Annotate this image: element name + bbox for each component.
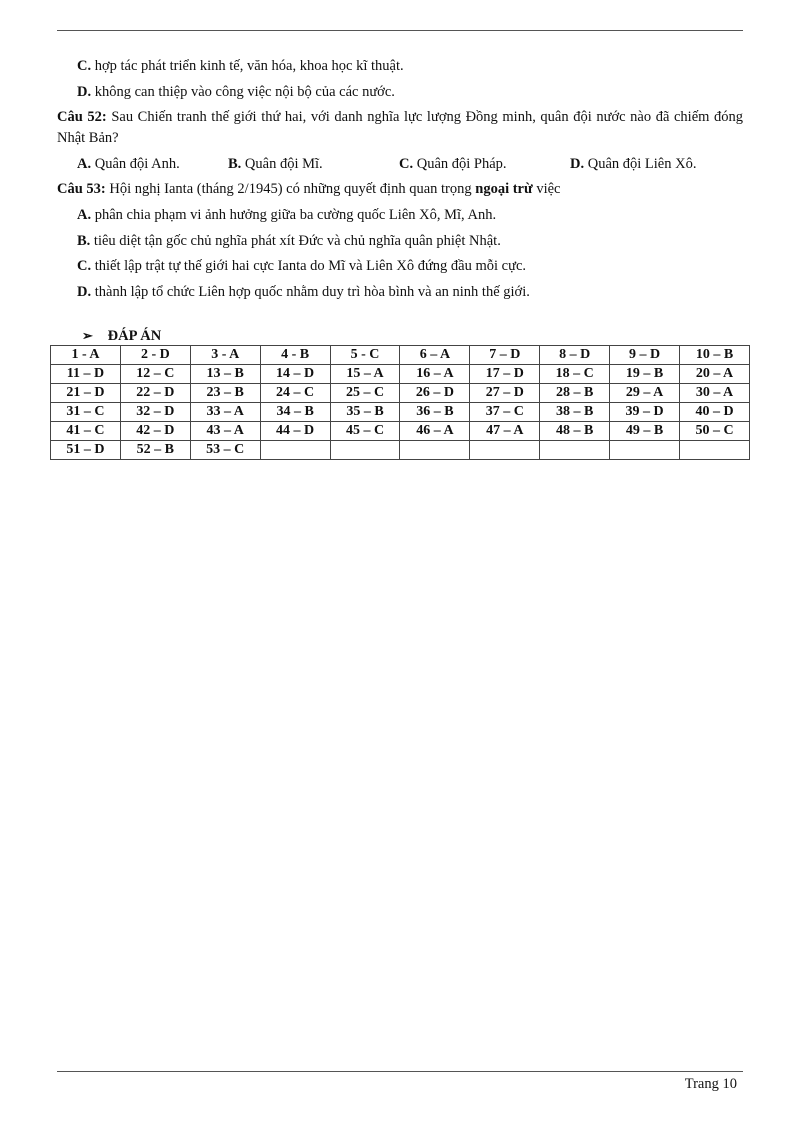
answer-cell: 35 – B <box>330 403 400 422</box>
answer-cell: 40 – D <box>680 403 750 422</box>
answer-cell: 15 – A <box>330 365 400 384</box>
answer-cell: 21 – D <box>51 384 121 403</box>
question-emphasis: ngoại trừ <box>475 181 533 198</box>
answer-option <box>57 231 743 252</box>
answer-cell: 37 – C <box>470 403 540 422</box>
option-letter: A. <box>77 155 92 172</box>
answer-cell: 14 – D <box>260 365 330 384</box>
option-text: Quân đội Pháp. <box>416 155 507 172</box>
answer-cell: 13 – B <box>190 365 260 384</box>
answer-cell: 32 – D <box>120 403 190 422</box>
page-number: Trang 10 <box>684 1076 737 1092</box>
answer-cell: 51 – D <box>51 441 121 460</box>
arrow-bullet-icon: ➢ <box>82 328 93 343</box>
answer-cell: 46 – A <box>400 422 470 441</box>
answer-cell: 10 – B <box>680 346 750 365</box>
answer-cell: 25 – C <box>330 384 400 403</box>
table-row <box>51 346 750 365</box>
option-letter: C. <box>77 58 92 74</box>
answer-cell: 30 – A <box>680 384 750 403</box>
answer-cell: 4 - B <box>260 346 330 365</box>
answer-cell: 36 – B <box>400 403 470 422</box>
answer-cell: 38 – B <box>540 403 610 422</box>
question-text: Hội nghị Ianta (tháng 2/1945) có những quyết định quan trọng <box>109 181 472 198</box>
answer-option <box>57 82 743 103</box>
question-label: Câu 53: <box>57 181 106 198</box>
option-text: phân chia phạm vi ảnh hưởng giữa ba cường quốc Liên Xô, Mĩ, Anh. <box>94 206 497 223</box>
answer-option <box>77 154 228 175</box>
option-text: Quân đội Anh. <box>94 155 180 172</box>
answer-option <box>57 256 743 277</box>
answer-cell: 7 – D <box>470 346 540 365</box>
option-text: hợp tác phát triển kinh tế, văn hóa, khoa học kĩ thuật. <box>94 58 404 74</box>
answer-cell: 20 – A <box>680 365 750 384</box>
answer-cell: 3 - A <box>190 346 260 365</box>
answer-cell: 6 – A <box>400 346 470 365</box>
table-row <box>51 365 750 384</box>
answer-cell: 50 – C <box>680 422 750 441</box>
answer-cell: 1 - A <box>51 346 121 365</box>
answer-cell: 18 – C <box>540 365 610 384</box>
option-letter: D. <box>77 83 92 100</box>
option-text: Quân đội Mĩ. <box>244 155 323 172</box>
answer-cell: 17 – D <box>470 365 540 384</box>
header-rule <box>57 30 743 31</box>
answer-cell <box>680 441 750 460</box>
answer-cell: 19 – B <box>610 365 680 384</box>
answer-cell <box>540 441 610 460</box>
answer-cell: 22 – D <box>120 384 190 403</box>
answer-key-heading <box>82 327 161 345</box>
table-row <box>51 441 750 460</box>
answer-option <box>57 205 743 226</box>
answer-cell: 2 - D <box>120 346 190 365</box>
answer-cell: 27 – D <box>470 384 540 403</box>
option-letter: B. <box>77 232 91 249</box>
question-text: Sau Chiến tranh thế giới thứ hai, với danh nghĩa lực lượng Đồng minh, quân đội nước nào đã chiếm đóng Nhật Bản? <box>57 109 744 147</box>
option-letter: D. <box>77 283 92 300</box>
answer-key-table <box>50 345 750 460</box>
question-content <box>57 56 743 307</box>
question-52-options <box>57 154 743 175</box>
answer-key-title: ĐÁP ÁN <box>107 328 162 344</box>
answer-cell: 42 – D <box>120 422 190 441</box>
answer-cell: 8 – D <box>540 346 610 365</box>
option-text: thiết lập trật tự thế giới hai cực Ianta do Mĩ và Liên Xô đứng đầu mỗi cực. <box>94 258 527 275</box>
answer-cell: 49 – B <box>610 422 680 441</box>
question-text-tail: việc <box>536 181 561 198</box>
option-text: không can thiệp vào công việc nội bộ của các nước. <box>94 83 395 100</box>
answer-cell: 41 – C <box>51 422 121 441</box>
answer-cell <box>330 441 400 460</box>
answer-option <box>57 282 743 303</box>
answer-cell: 31 – C <box>51 403 121 422</box>
answer-cell: 48 – B <box>540 422 610 441</box>
table-row <box>51 384 750 403</box>
footer-rule <box>57 1071 743 1072</box>
answer-option <box>570 154 696 175</box>
answer-cell: 16 – A <box>400 365 470 384</box>
table-row <box>51 403 750 422</box>
answer-cell: 33 – A <box>190 403 260 422</box>
answer-cell: 47 – A <box>470 422 540 441</box>
answer-cell: 9 – D <box>610 346 680 365</box>
answer-cell <box>610 441 680 460</box>
answer-cell: 12 – C <box>120 365 190 384</box>
answer-option <box>228 154 399 175</box>
answer-cell: 45 – C <box>330 422 400 441</box>
answer-cell: 29 – A <box>610 384 680 403</box>
option-letter: B. <box>228 155 242 172</box>
table-row <box>51 422 750 441</box>
option-letter: C. <box>399 155 414 172</box>
option-text: Quân đội Liên Xô. <box>587 155 697 172</box>
answer-cell: 43 – A <box>190 422 260 441</box>
question-52-stem <box>57 107 743 149</box>
answer-cell: 53 – C <box>190 441 260 460</box>
answer-cell <box>470 441 540 460</box>
answer-option <box>399 154 570 175</box>
option-text: thành lập tổ chức Liên hợp quốc nhằm duy trì hòa bình và an ninh thế giới. <box>94 283 530 300</box>
answer-option <box>57 56 743 77</box>
question-label: Câu 52: <box>57 109 107 126</box>
question-53-stem <box>57 179 743 200</box>
answer-cell <box>400 441 470 460</box>
answer-cell: 44 – D <box>260 422 330 441</box>
answer-cell: 28 – B <box>540 384 610 403</box>
answer-cell: 26 – D <box>400 384 470 403</box>
answer-cell: 24 – C <box>260 384 330 403</box>
answer-cell: 34 – B <box>260 403 330 422</box>
option-letter: A. <box>77 206 92 223</box>
option-letter: D. <box>570 155 585 172</box>
answer-cell: 5 - C <box>330 346 400 365</box>
answer-cell: 11 – D <box>51 365 121 384</box>
answer-cell: 39 – D <box>610 403 680 422</box>
answer-cell <box>260 441 330 460</box>
answer-key-body <box>51 346 750 460</box>
answer-cell: 23 – B <box>190 384 260 403</box>
option-text: tiêu diệt tận gốc chủ nghĩa phát xít Đức và chủ nghĩa quân phiệt Nhật. <box>93 232 501 249</box>
answer-cell: 52 – B <box>120 441 190 460</box>
option-letter: C. <box>77 258 92 275</box>
